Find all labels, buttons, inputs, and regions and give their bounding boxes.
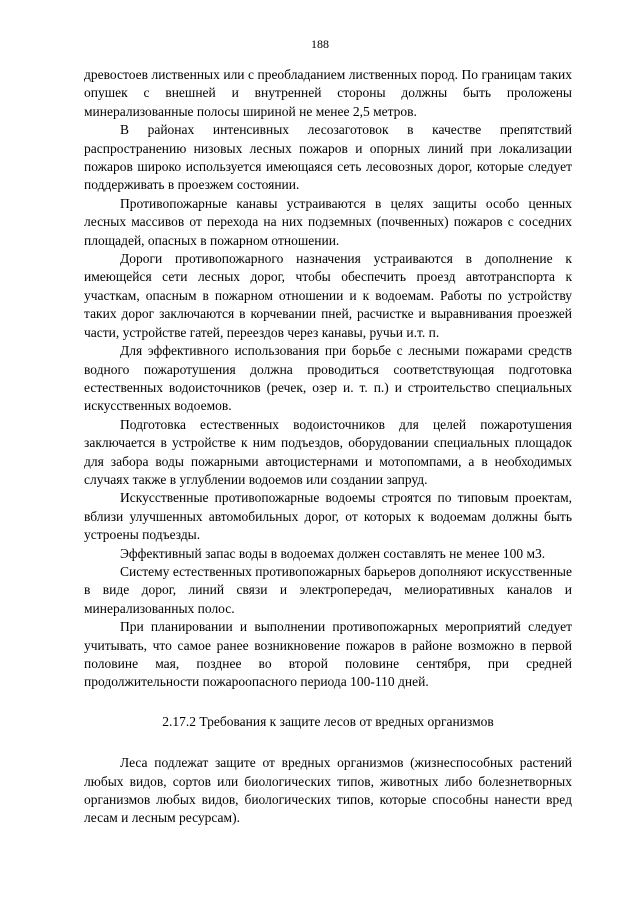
paragraph-continuation: древостоев лиственных или с преобладанием лиственных пород. По границам таких опушек с внешней и внутренней стороны должны быть проложены минерализованные полосы шириной не менее 2,5 метров. (84, 67, 572, 119)
paragraph-natural-water-prep: Подготовка естественных водоисточников для целей пожаротушения заключается в устройстве к ним подъездов, оборудовании специальных площадок для забора воды пожарными автоцистернами и мотопомпами, а в необходимых случаях также в углублении водоемов или создании запруд. (84, 416, 572, 487)
section-heading: 2.17.2 Требования к защите лесов от вредных организмов (162, 713, 494, 729)
paragraph-fire-season: При планировании и выполнении противопожарных мероприятий следует учитывать, что самое ранее возникновение пожаров в районе возможно в первой половине мая, позднее во второй половине сентября, при средней продолжительности пожароопасного периода 100-110 дней. (84, 619, 572, 690)
paragraph-water-reserve: Эффективный запас воды в водоемах должен составлять не менее 100 м3. (120, 545, 546, 561)
paragraph-fire-ditches: Противопожарные канавы устраиваются в целях защиты особо ценных лесных массивов от перехода на них подземных (почвенных) пожаров с соседних площадей, опасных в пожарном отношении. (84, 195, 572, 248)
document-body (84, 66, 572, 828)
paragraph-pest-protection: Леса подлежат защите от вредных организмов (жизнеспособных растений любых видов, сортов или биологических типов, животных либо болезнетворных организмов любых видов, биологических типов, которые способны нанести вред лесам и лесным ресурсам). (84, 755, 572, 826)
page-number: 188 (311, 37, 329, 51)
paragraph-fire-barriers: Систему естественных противопожарных барьеров дополняют искусственные в виде дорог, линий связи и электропередач, мелиоративных каналов и минерализованных полос. (84, 563, 572, 616)
paragraph-fire-roads: Дороги противопожарного назначения устраиваются в дополнение к имеющейся сети лесных дорог, чтобы обеспечить проезд автотранспорта к участкам, опасным в пожарном отношении и к водоемам. Работы по устройству таких дорог заключаются в корчевании пней, расчистке и выравнивания проезжей части, устройстве гатей, переездов через канавы, ручьи и.т. п. (84, 251, 572, 340)
paragraph-water-sources: Для эффективного использования при борьбе с лесными пожарами средств водного пожаротушения должна проводиться соответствующая подготовка естественных водоисточников (речек, озер и. т. п.) и строительство специальных искусственных водоемов. (84, 343, 572, 414)
paragraph-logging-roads: В районах интенсивных лесозаготовок в качестве препятствий распространению низовых лесных пожаров и опорных линий при локализации пожаров широко используется имеющаяся сеть лесовозных дорог, которые следует поддерживать в проезжем состоянии. (84, 122, 572, 193)
paragraph-artificial-reservoirs: Искусственные противопожарные водоемы строятся по типовым проектам, вблизи улучшенных автомобильных дорог, от которых к водоемам должны быть устроены подъезды. (84, 490, 572, 543)
